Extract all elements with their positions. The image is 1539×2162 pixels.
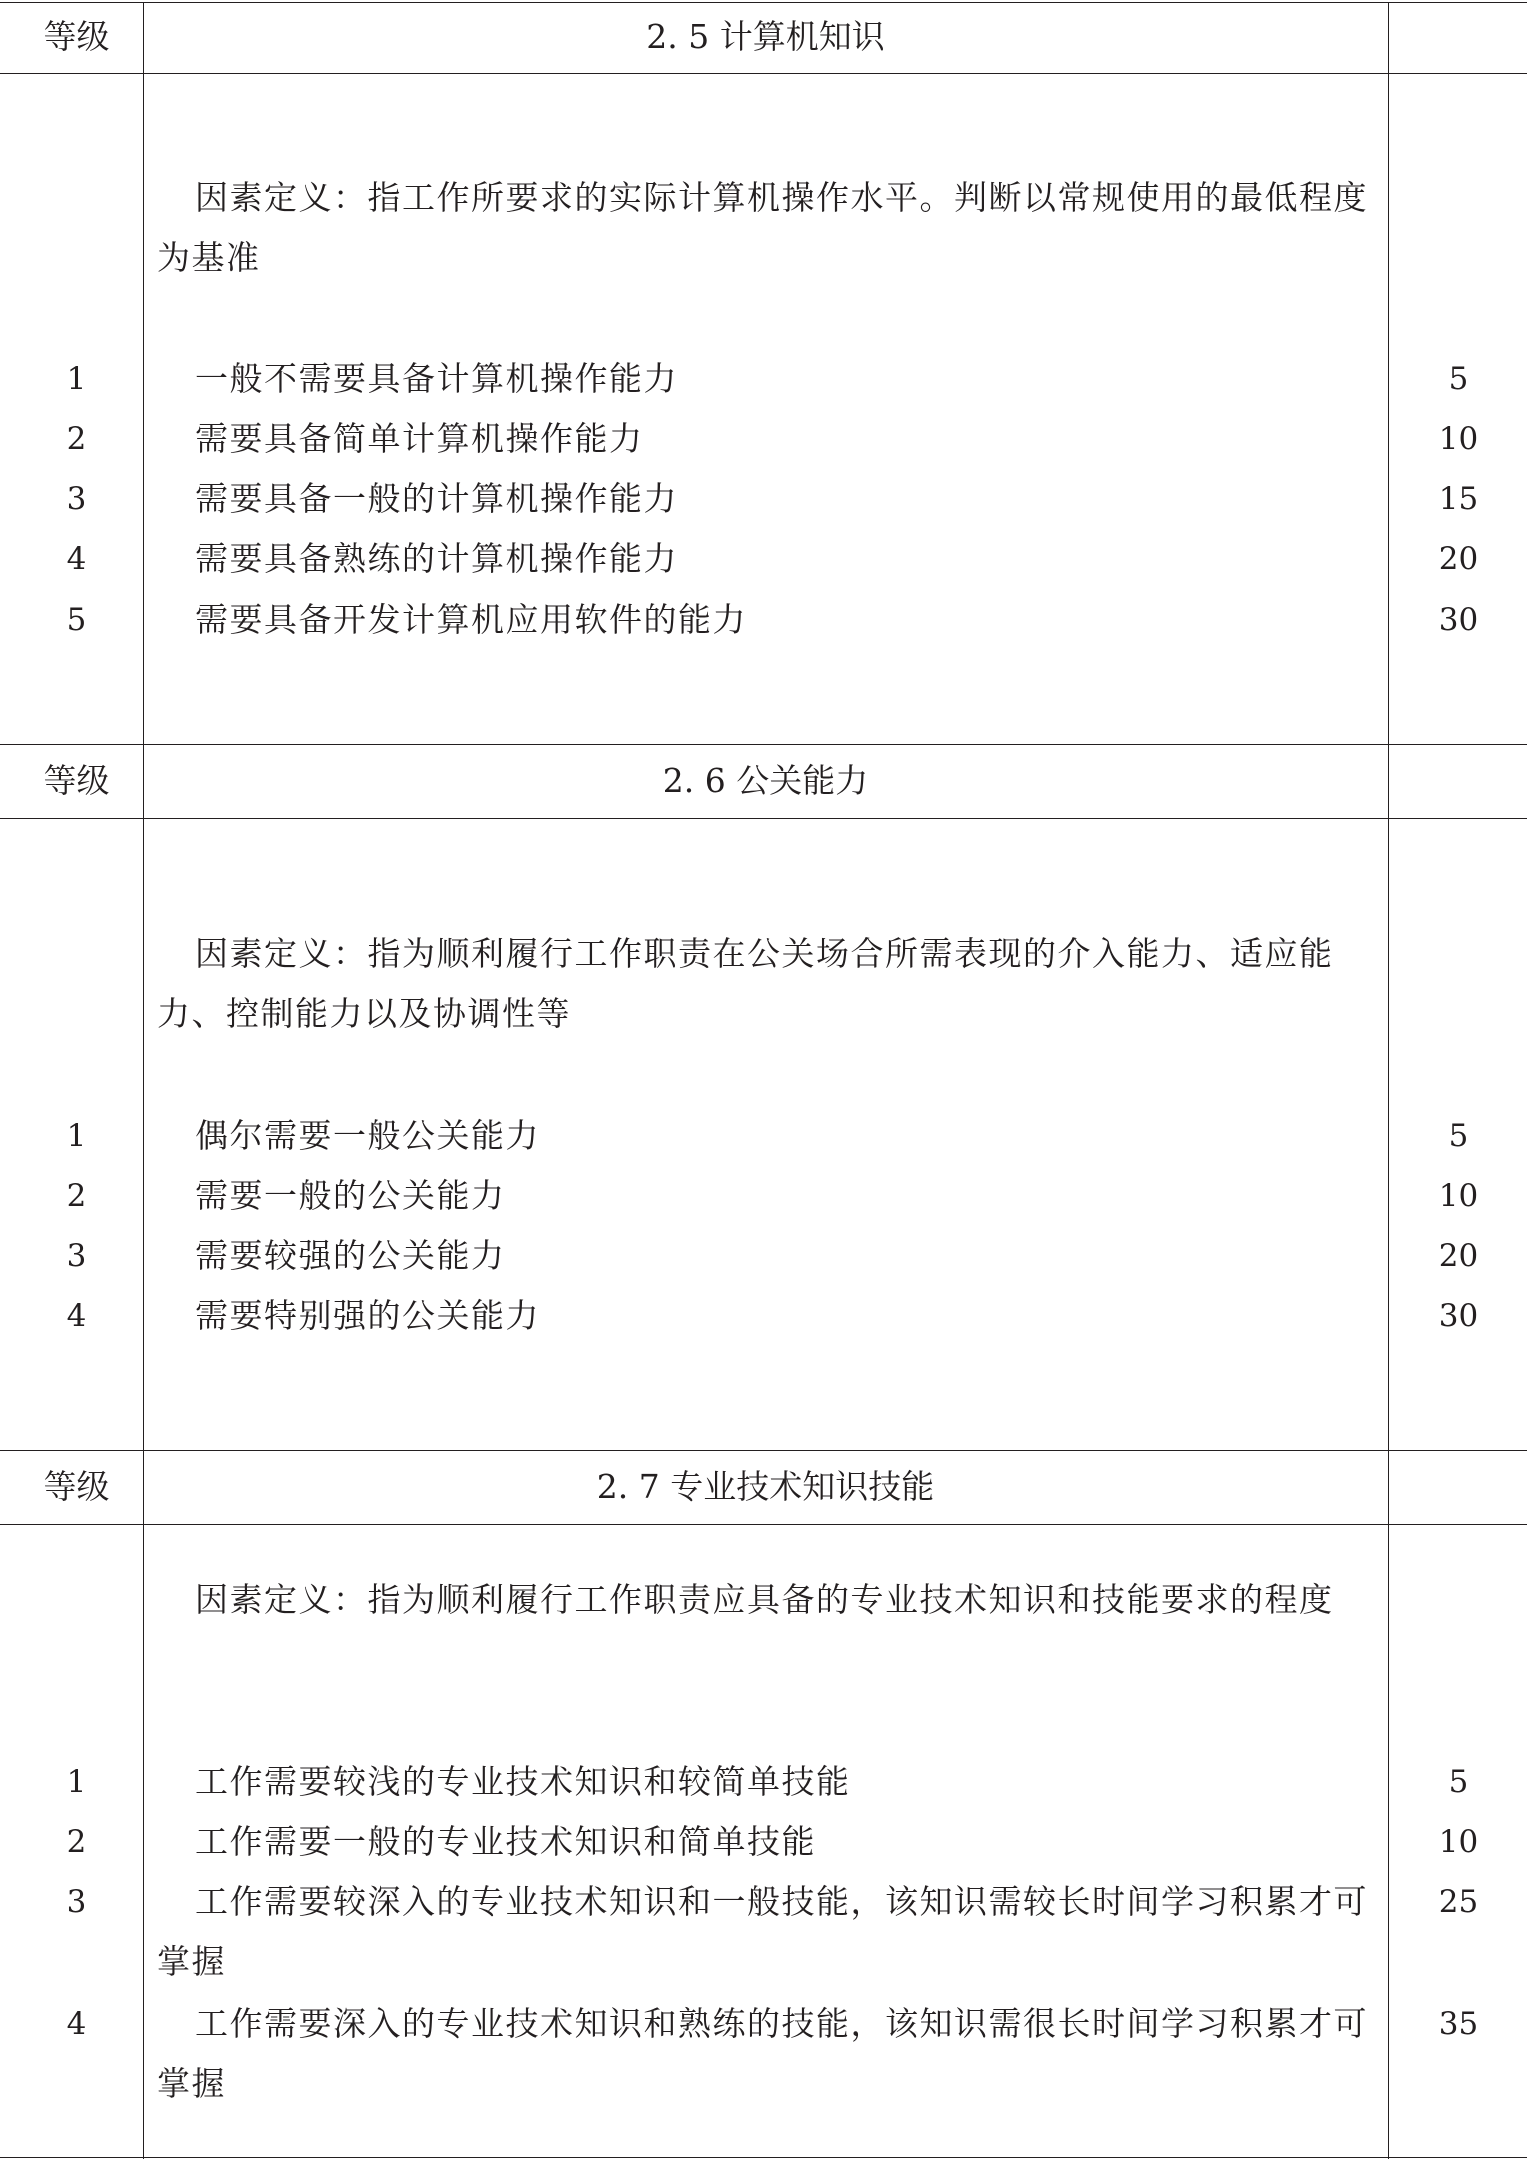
table-row	[0, 1166, 1527, 1226]
table-row	[0, 1226, 1527, 1286]
level-number: 2	[66, 1178, 87, 1214]
table-row	[0, 1106, 1527, 1166]
level-number: 3	[66, 1884, 87, 1920]
level-number: 4	[66, 1298, 87, 1334]
level-number: 4	[66, 2006, 87, 2042]
level-description: 需要具备开发计算机应用软件的能力	[195, 600, 747, 639]
table-rule	[0, 2157, 1527, 2158]
level-description: 需要具备一般的计算机操作能力	[195, 479, 678, 518]
table-rule	[0, 818, 1527, 819]
section-title: 2. 7 专业技术知识技能	[596, 1467, 935, 1506]
level-score: 25	[1438, 1884, 1479, 1920]
table-rule	[0, 73, 1527, 74]
level-score: 5	[1448, 1118, 1469, 1154]
level-score: 20	[1438, 1238, 1479, 1274]
level-description: 工作需要较浅的专业技术知识和较简单技能	[195, 1762, 851, 1801]
level-description: 一般不需要具备计算机操作能力	[195, 359, 678, 398]
level-score: 5	[1448, 361, 1469, 397]
table-row	[0, 1812, 1527, 1872]
level-description: 需要较强的公关能力	[195, 1236, 506, 1275]
level-description: 需要一般的公关能力	[195, 1176, 506, 1215]
level-score: 15	[1438, 481, 1479, 517]
table-rule	[0, 2, 1527, 3]
factor-definition: 因素定义：指为顺利履行工作职责在公关场合所需表现的介入能力、适应能力、控制能力以及协调性等	[157, 934, 1334, 1033]
level-number: 5	[66, 602, 87, 638]
level-score: 10	[1438, 1178, 1479, 1214]
table-row	[0, 469, 1527, 529]
level-number: 3	[66, 481, 87, 517]
level-description: 需要具备熟练的计算机操作能力	[195, 539, 678, 578]
factor-definition: 因素定义：指为顺利履行工作职责应具备的专业技术知识和技能要求的程度	[195, 1580, 1334, 1619]
table-row	[0, 529, 1527, 589]
level-number: 1	[66, 1764, 87, 1800]
level-column-header: 等级	[43, 1467, 110, 1506]
table-row	[0, 1286, 1527, 1346]
level-number: 4	[66, 541, 87, 577]
level-score: 10	[1438, 1824, 1479, 1860]
section-title: 2. 5 计算机知识	[646, 17, 885, 56]
level-number: 2	[66, 1824, 87, 1860]
level-description: 需要具备简单计算机操作能力	[195, 419, 644, 458]
level-column-header: 等级	[43, 761, 110, 800]
level-score: 10	[1438, 421, 1479, 457]
factor-definition: 因素定义：指工作所要求的实际计算机操作水平。判断以常规使用的最低程度为基准	[157, 178, 1368, 277]
level-number: 3	[66, 1238, 87, 1274]
table-rule	[0, 1450, 1527, 1451]
table-rule	[0, 1524, 1527, 1525]
level-description: 工作需要较深入的专业技术知识和一般技能，该知识需较长时间学习积累才可掌握	[157, 1882, 1368, 1981]
level-description: 工作需要一般的专业技术知识和简单技能	[195, 1822, 816, 1861]
table-row	[0, 349, 1527, 409]
level-column-header: 等级	[43, 17, 110, 56]
table-row	[0, 590, 1527, 650]
table-row	[0, 409, 1527, 469]
section-title: 2. 6 公关能力	[662, 761, 869, 800]
level-number: 1	[66, 1118, 87, 1154]
level-score: 30	[1438, 602, 1479, 638]
table-row	[0, 1994, 1527, 2103]
level-score: 20	[1438, 541, 1479, 577]
level-number: 1	[66, 361, 87, 397]
table-row	[0, 1872, 1527, 1981]
level-description: 需要特别强的公关能力	[195, 1296, 540, 1335]
level-description: 工作需要深入的专业技术知识和熟练的技能，该知识需很长时间学习积累才可掌握	[157, 2004, 1368, 2103]
level-score: 35	[1438, 2006, 1479, 2042]
level-description: 偶尔需要一般公关能力	[195, 1116, 540, 1155]
table-row	[0, 1752, 1527, 1812]
level-score: 5	[1448, 1764, 1469, 1800]
level-number: 2	[66, 421, 87, 457]
level-score: 30	[1438, 1298, 1479, 1334]
table-rule	[0, 744, 1527, 745]
